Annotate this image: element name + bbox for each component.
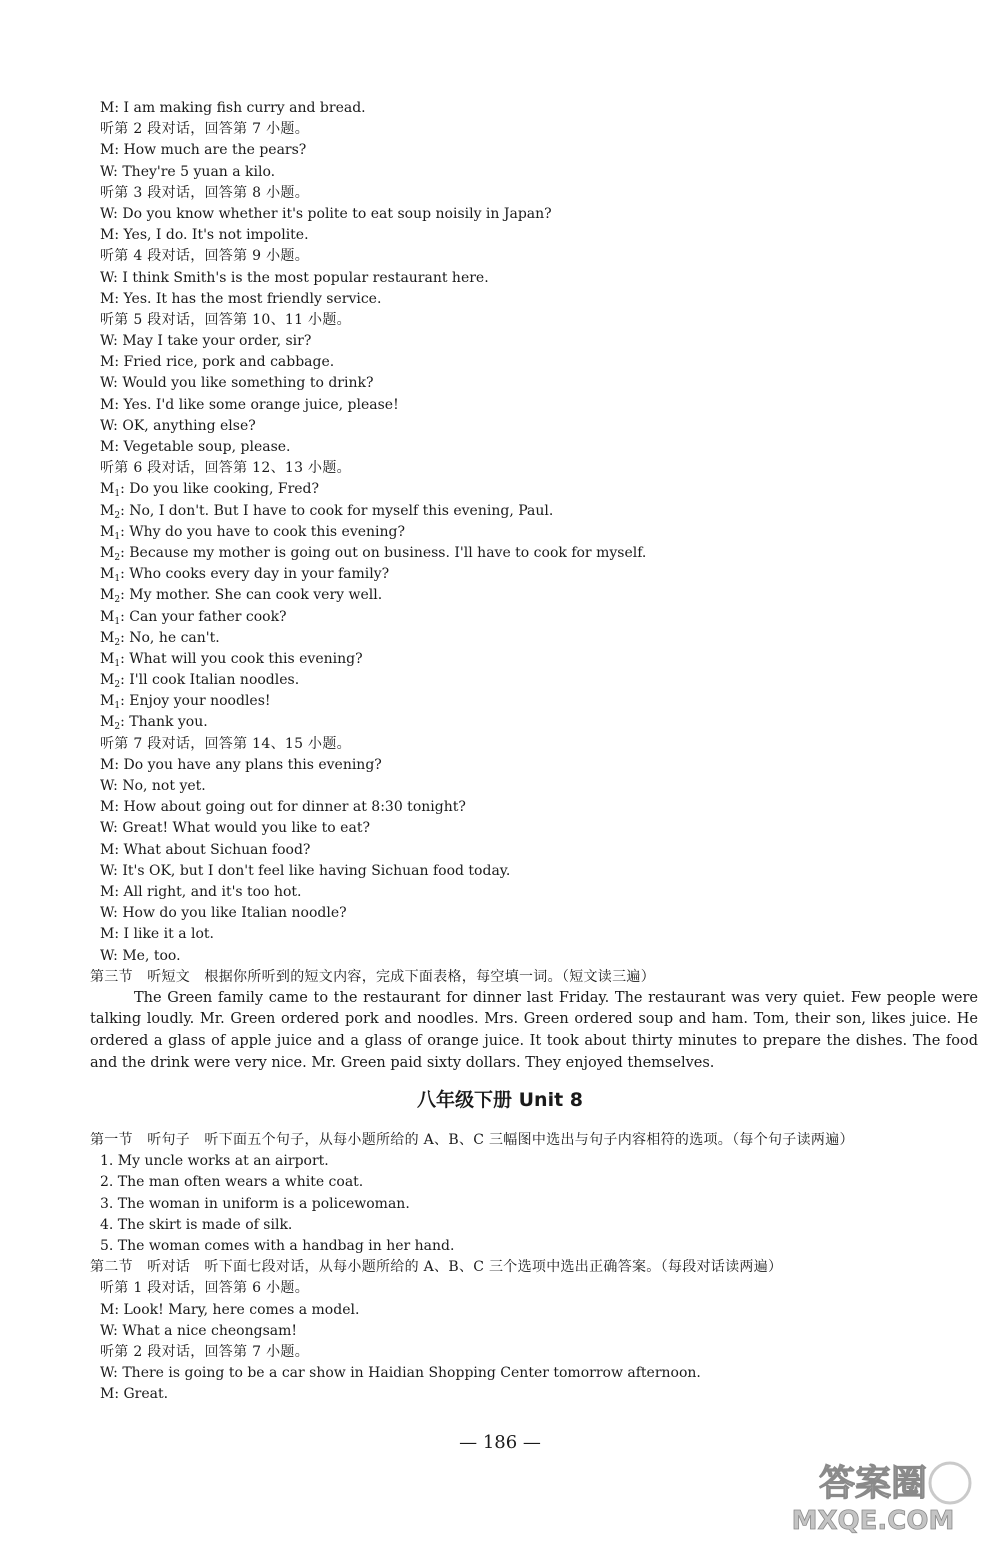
- script-line: $M_2$: No, I don't. But I have to cook for myself this evening, Paul.: [100, 502, 554, 521]
- script-line: W: I think Smith's is the most popular restaurant here.: [100, 269, 489, 286]
- script-line: $M_2$: Because my mother is going out on business. I'll have to cook for myself.: [100, 544, 647, 563]
- section-3-heading: 第三节 听短文 根据你所听到的短文内容，完成下面表格，每空填一词。（短文读三遍）: [90, 968, 655, 985]
- listening-script-part-1: [90, 98, 980, 1074]
- page-number: — 186 —: [459, 1432, 541, 1453]
- script-line: W: No, not yet.: [100, 778, 206, 794]
- script-line: W: OK, anything else?: [100, 417, 256, 434]
- section-2-heading: 第二节 听对话 听下面七段对话，从每小题所给的 A、B、C 三个选项中选出正确答案。（每段对话读两遍）: [90, 1259, 783, 1276]
- script-line: 听第 3 段对话，回答第 8 小题。: [100, 184, 310, 201]
- script-line: 听第 2 段对话，回答第 7 小题。: [100, 121, 310, 138]
- script-line: $M_2$: No, he can't.: [100, 629, 220, 648]
- script-line: M: Look! Mary, here comes a model.: [100, 1301, 360, 1318]
- script-line: M: Do you have any plans this evening?: [100, 756, 382, 773]
- script-line: M: Yes. I'd like some orange juice, please!: [100, 396, 399, 413]
- script-line: M: Yes. It has the most friendly service.: [100, 290, 382, 307]
- script-line: W: Would you like something to drink?: [100, 375, 374, 392]
- script-line: W: Do you know whether it's polite to eat soup noisily in Japan?: [100, 205, 552, 222]
- sentence-item: 5. The woman comes with a handbag in her hand.: [100, 1237, 455, 1254]
- watermark-logo-icon: [765, 1455, 980, 1535]
- listening-passage: The Green family came to the restaurant for dinner last Friday. The restaurant was very quiet. Few people were talking loudly. Mr. Green ordered pork and noodles. Mrs. Green ordered soup and ham. Tom, their son, likes juice. He ordered a glass of apple juice and a glass of orange juice. It took about thirty minutes to prepare the dishes. The food and the drink were very nice. Mr. Green paid sixty dollars. They enjoyed themselves.: [90, 989, 978, 1071]
- script-line: M: How much are the pears?: [100, 142, 307, 159]
- script-line: M: All right, and it's too hot.: [100, 883, 302, 900]
- watermark-url: MXQE.COM: [791, 1506, 955, 1535]
- script-line: 听第 2 段对话，回答第 7 小题。: [100, 1343, 310, 1360]
- script-line: $M_1$: Why do you have to cook this evening?: [100, 523, 406, 542]
- script-line: $M_2$: My mother. She can cook very well.: [100, 587, 383, 606]
- script-line: W: Great! What would you like to eat?: [100, 820, 370, 837]
- script-line: M: How about going out for dinner at 8:30 tonight?: [100, 799, 466, 816]
- sentence-item: 2. The man often wears a white coat.: [100, 1174, 364, 1191]
- script-line: W: Me, too.: [100, 947, 181, 964]
- script-line: M: Fried rice, pork and cabbage.: [100, 354, 335, 371]
- unit-title: 八年级下册 Unit 8: [417, 1089, 583, 1111]
- script-line: $M_1$: Do you like cooking, Fred?: [100, 481, 320, 500]
- script-line: $M_1$: Enjoy your noodles!: [100, 693, 271, 712]
- script-line: $M_1$: What will you cook this evening?: [100, 650, 363, 669]
- watermark-logo-text: 答案圈: [818, 1463, 928, 1504]
- listening-script-part-2: [90, 1130, 980, 1405]
- script-line: 听第 6 段对话，回答第 12、13 小题。: [100, 460, 351, 477]
- script-line: W: There is going to be a car show in Haidian Shopping Center tomorrow afternoon.: [100, 1365, 701, 1382]
- script-line: 听第 4 段对话，回答第 9 小题。: [100, 248, 310, 265]
- script-line: M: Vegetable soup, please.: [100, 439, 291, 455]
- script-line: $M_1$: Can your father cook?: [100, 608, 287, 627]
- script-line: W: May I take your order, sir?: [100, 333, 312, 350]
- script-line: M: What about Sichuan food?: [100, 841, 311, 858]
- script-line: 听第 7 段对话，回答第 14、15 小题。: [100, 735, 351, 752]
- script-line: W: What a nice cheongsam!: [100, 1322, 298, 1339]
- script-line: W: How do you like Italian noodle?: [100, 905, 347, 922]
- script-line: 听第 5 段对话，回答第 10、11 小题。: [100, 311, 351, 328]
- script-line: M: I am making fish curry and bread.: [100, 100, 366, 116]
- sentence-item: 1. My uncle works at an airport.: [100, 1153, 329, 1170]
- script-line: W: It's OK, but I don't feel like having Sichuan food today.: [100, 862, 511, 879]
- sentence-item: 3. The woman in uniform is a policewoman.: [100, 1195, 410, 1212]
- script-line: $M_2$: Thank you.: [100, 714, 208, 733]
- script-line: W: They're 5 yuan a kilo.: [100, 163, 276, 180]
- script-line: M: I like it a lot.: [100, 926, 214, 943]
- script-line: $M_2$: I'll cook Italian noodles.: [100, 672, 300, 691]
- script-line: $M_1$: Who cooks every day in your family?: [100, 566, 390, 585]
- script-line: M: Yes, I do. It's not impolite.: [100, 227, 309, 244]
- script-line: M: Great.: [100, 1386, 169, 1403]
- script-line: 听第 1 段对话，回答第 6 小题。: [100, 1280, 310, 1297]
- section-1-heading: 第一节 听句子 听下面五个句子，从每小题所给的 A、B、C 三幅图中选出与句子内容相符的选项。（每个句子读两遍）: [90, 1132, 854, 1148]
- sentence-item: 4. The skirt is made of silk.: [100, 1216, 293, 1233]
